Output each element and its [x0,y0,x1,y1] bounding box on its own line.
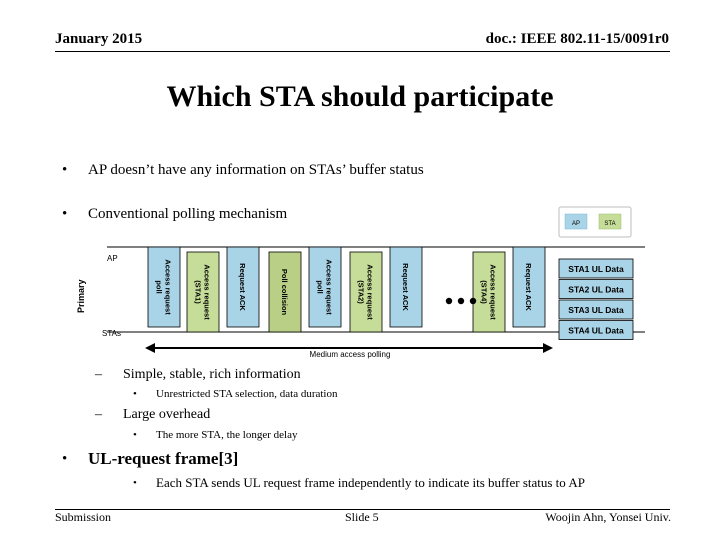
ap-poll-frame-2 [309,247,341,327]
ul-data-label: STA2 UL Data [568,284,624,295]
legend-sta-label: STA [604,221,616,227]
bullet-marker: • [62,162,68,178]
ul-data-label: STA4 UL Data [568,325,624,336]
footer-submission: Submission [55,510,112,524]
bullet-marker: • [133,477,137,489]
frame-label: Request ACK [401,263,410,311]
stas-axis-label: STAs [102,329,121,338]
arrow-right-icon [543,343,553,353]
ap-axis-label: AP [107,254,118,263]
ap-poll-frame [148,247,180,327]
bullet-marker: • [62,451,68,467]
footer-author: Woojin Ahn, Yonsei Univ. [545,510,671,524]
bullet-ap-no-info: AP doesn’t have any information on STAs’ buffer status [88,162,424,178]
header-date: January 2015 [55,31,143,47]
subsub-bullet-delay: The more STA, the longer delay [156,429,298,441]
frame-label: Access requestpoll [154,259,173,315]
sta2-request-frame [350,252,382,332]
diagram-legend [559,207,631,237]
subsub-bullet-ul-request: Each STA sends UL request frame independently to indicate its buffer status to AP [156,475,585,490]
sta4-request-frame [473,252,505,332]
frame-label: Access request(STA2) [356,264,375,320]
frames-group [148,247,545,332]
sub-bullet-overhead: Large overhead [123,407,211,422]
ul-data-frame [559,321,633,340]
poll-collision-frame [269,252,301,332]
frame-label: Request ACK [524,263,533,311]
subsub-bullet-unrestricted: Unrestricted STA selection, data duration [156,388,338,400]
ul-data-label: STA1 UL Data [568,264,624,274]
ul-data-frame [559,259,633,278]
legend-ap-label: AP [571,221,581,227]
frame-label: Request ACK [238,263,247,311]
primary-channel-label: Primary [76,279,86,313]
span-label: Medium access polling [309,350,391,359]
ellipsis-icon [446,298,476,304]
slide-title: Which STA should participate [166,80,554,113]
ul-data-label: STA3 UL Data [568,305,624,315]
dash-marker: – [95,367,102,382]
header-doc-id: doc.: IEEE 802.11-15/0091r0 [485,31,669,47]
frame-label: Poll collision [280,268,289,316]
bullet-marker: • [62,206,68,222]
ul-data-group [559,259,633,340]
sta1-request-frame [187,252,219,332]
request-ack-frame-2 [390,247,422,327]
request-ack-frame-3 [513,247,545,327]
footer-slide-number: Slide 5 [345,510,379,524]
bullet-ul-request: UL-request frame[3] [88,449,239,468]
bullet-marker: • [133,388,137,400]
bullet-marker: • [133,429,137,441]
request-ack-frame [227,247,259,327]
ul-data-frame [559,280,633,299]
sub-bullet-simple: Simple, stable, rich information [123,367,301,382]
ul-data-frame [559,300,633,319]
frame-label: Access request(STA1) [193,264,212,320]
dash-marker: – [95,407,102,422]
arrow-left-icon [145,343,155,353]
bullet-conventional-polling: Conventional polling mechanism [88,206,288,222]
polling-diagram [75,205,655,365]
frame-label: Access requestpoll [315,259,334,315]
frame-label: Access request(STA4) [479,264,498,320]
header-divider [55,51,670,52]
